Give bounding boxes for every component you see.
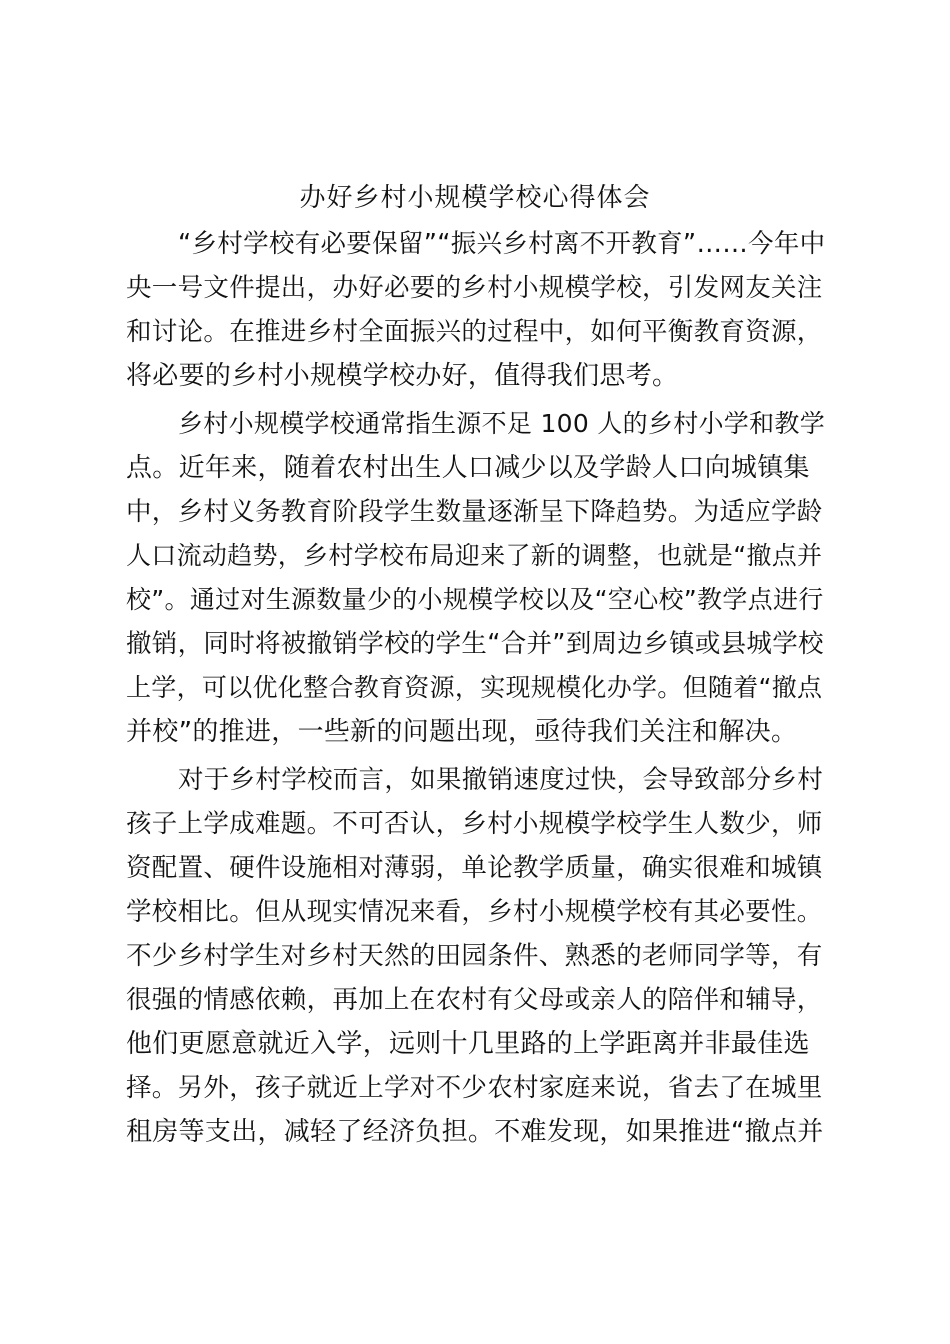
text-line: 他们更愿意就近入学，远则十几里路的上学距离并非最佳选: [126, 1029, 810, 1059]
text-line: 将必要的乡村小规模学校办好，值得我们思考。: [126, 361, 679, 391]
document-title: 办好乡村小规模学校心得体会: [299, 183, 651, 213]
text-line: 对于乡村学校而言，如果撤销速度过快，会导致部分乡村: [178, 765, 824, 795]
text-line: 人口流动趋势，乡村学校布局迎来了新的调整，也就是“撤点并: [126, 541, 823, 570]
text-line: 上学，可以优化整合教育资源，实现规模化办学。但随着“撤点: [126, 673, 823, 702]
text-line: 学校相比。但从现实情况来看，乡村小规模学校有其必要性。: [126, 897, 823, 927]
text-line: 中，乡村义务教育阶段学生数量逐渐呈下降趋势。为适应学龄: [126, 497, 823, 527]
text-line: 资配置、硬件设施相对薄弱，单论教学质量，确实很难和城镇: [126, 853, 823, 883]
text-line: “乡村学校有必要保留”“振兴乡村离不开教育”……今年中: [178, 229, 826, 259]
text-line: 乡村小规模学校通常指生源不足 100 人的乡村小学和教学: [178, 409, 826, 438]
text-line: 和讨论。在推进乡村全面振兴的过程中，如何平衡教育资源，: [126, 317, 823, 347]
text-line: 点。近年来，随着农村出生人口减少以及学龄人口向城镇集: [126, 453, 810, 483]
text-line: 不少乡村学生对乡村天然的田园条件、熟悉的老师同学等，有: [126, 941, 823, 971]
text-line: 很强的情感依赖，再加上在农村有父母或亲人的陪伴和辅导，: [126, 985, 823, 1015]
text-line: 孩子上学成难题。不可否认，乡村小规模学校学生人数少，师: [126, 809, 823, 839]
text-line: 并校”的推进，一些新的问题出现，亟待我们关注和解决。: [126, 717, 798, 747]
text-line: 择。另外，孩子就近上学对不少农村家庭来说，省去了在城里: [126, 1073, 823, 1103]
text-line: 撤销，同时将被撤销学校的学生“合并”到周边乡镇或县城学校: [126, 629, 824, 659]
text-line: 央一号文件提出，办好必要的乡村小规模学校，引发网友关注: [126, 273, 823, 303]
text-line: 租房等支出，减轻了经济负担。不难发现，如果推进“撤点并: [126, 1117, 824, 1147]
text-line: 校”。通过对生源数量少的小规模学校以及“空心校”教学点进行: [126, 585, 824, 614]
